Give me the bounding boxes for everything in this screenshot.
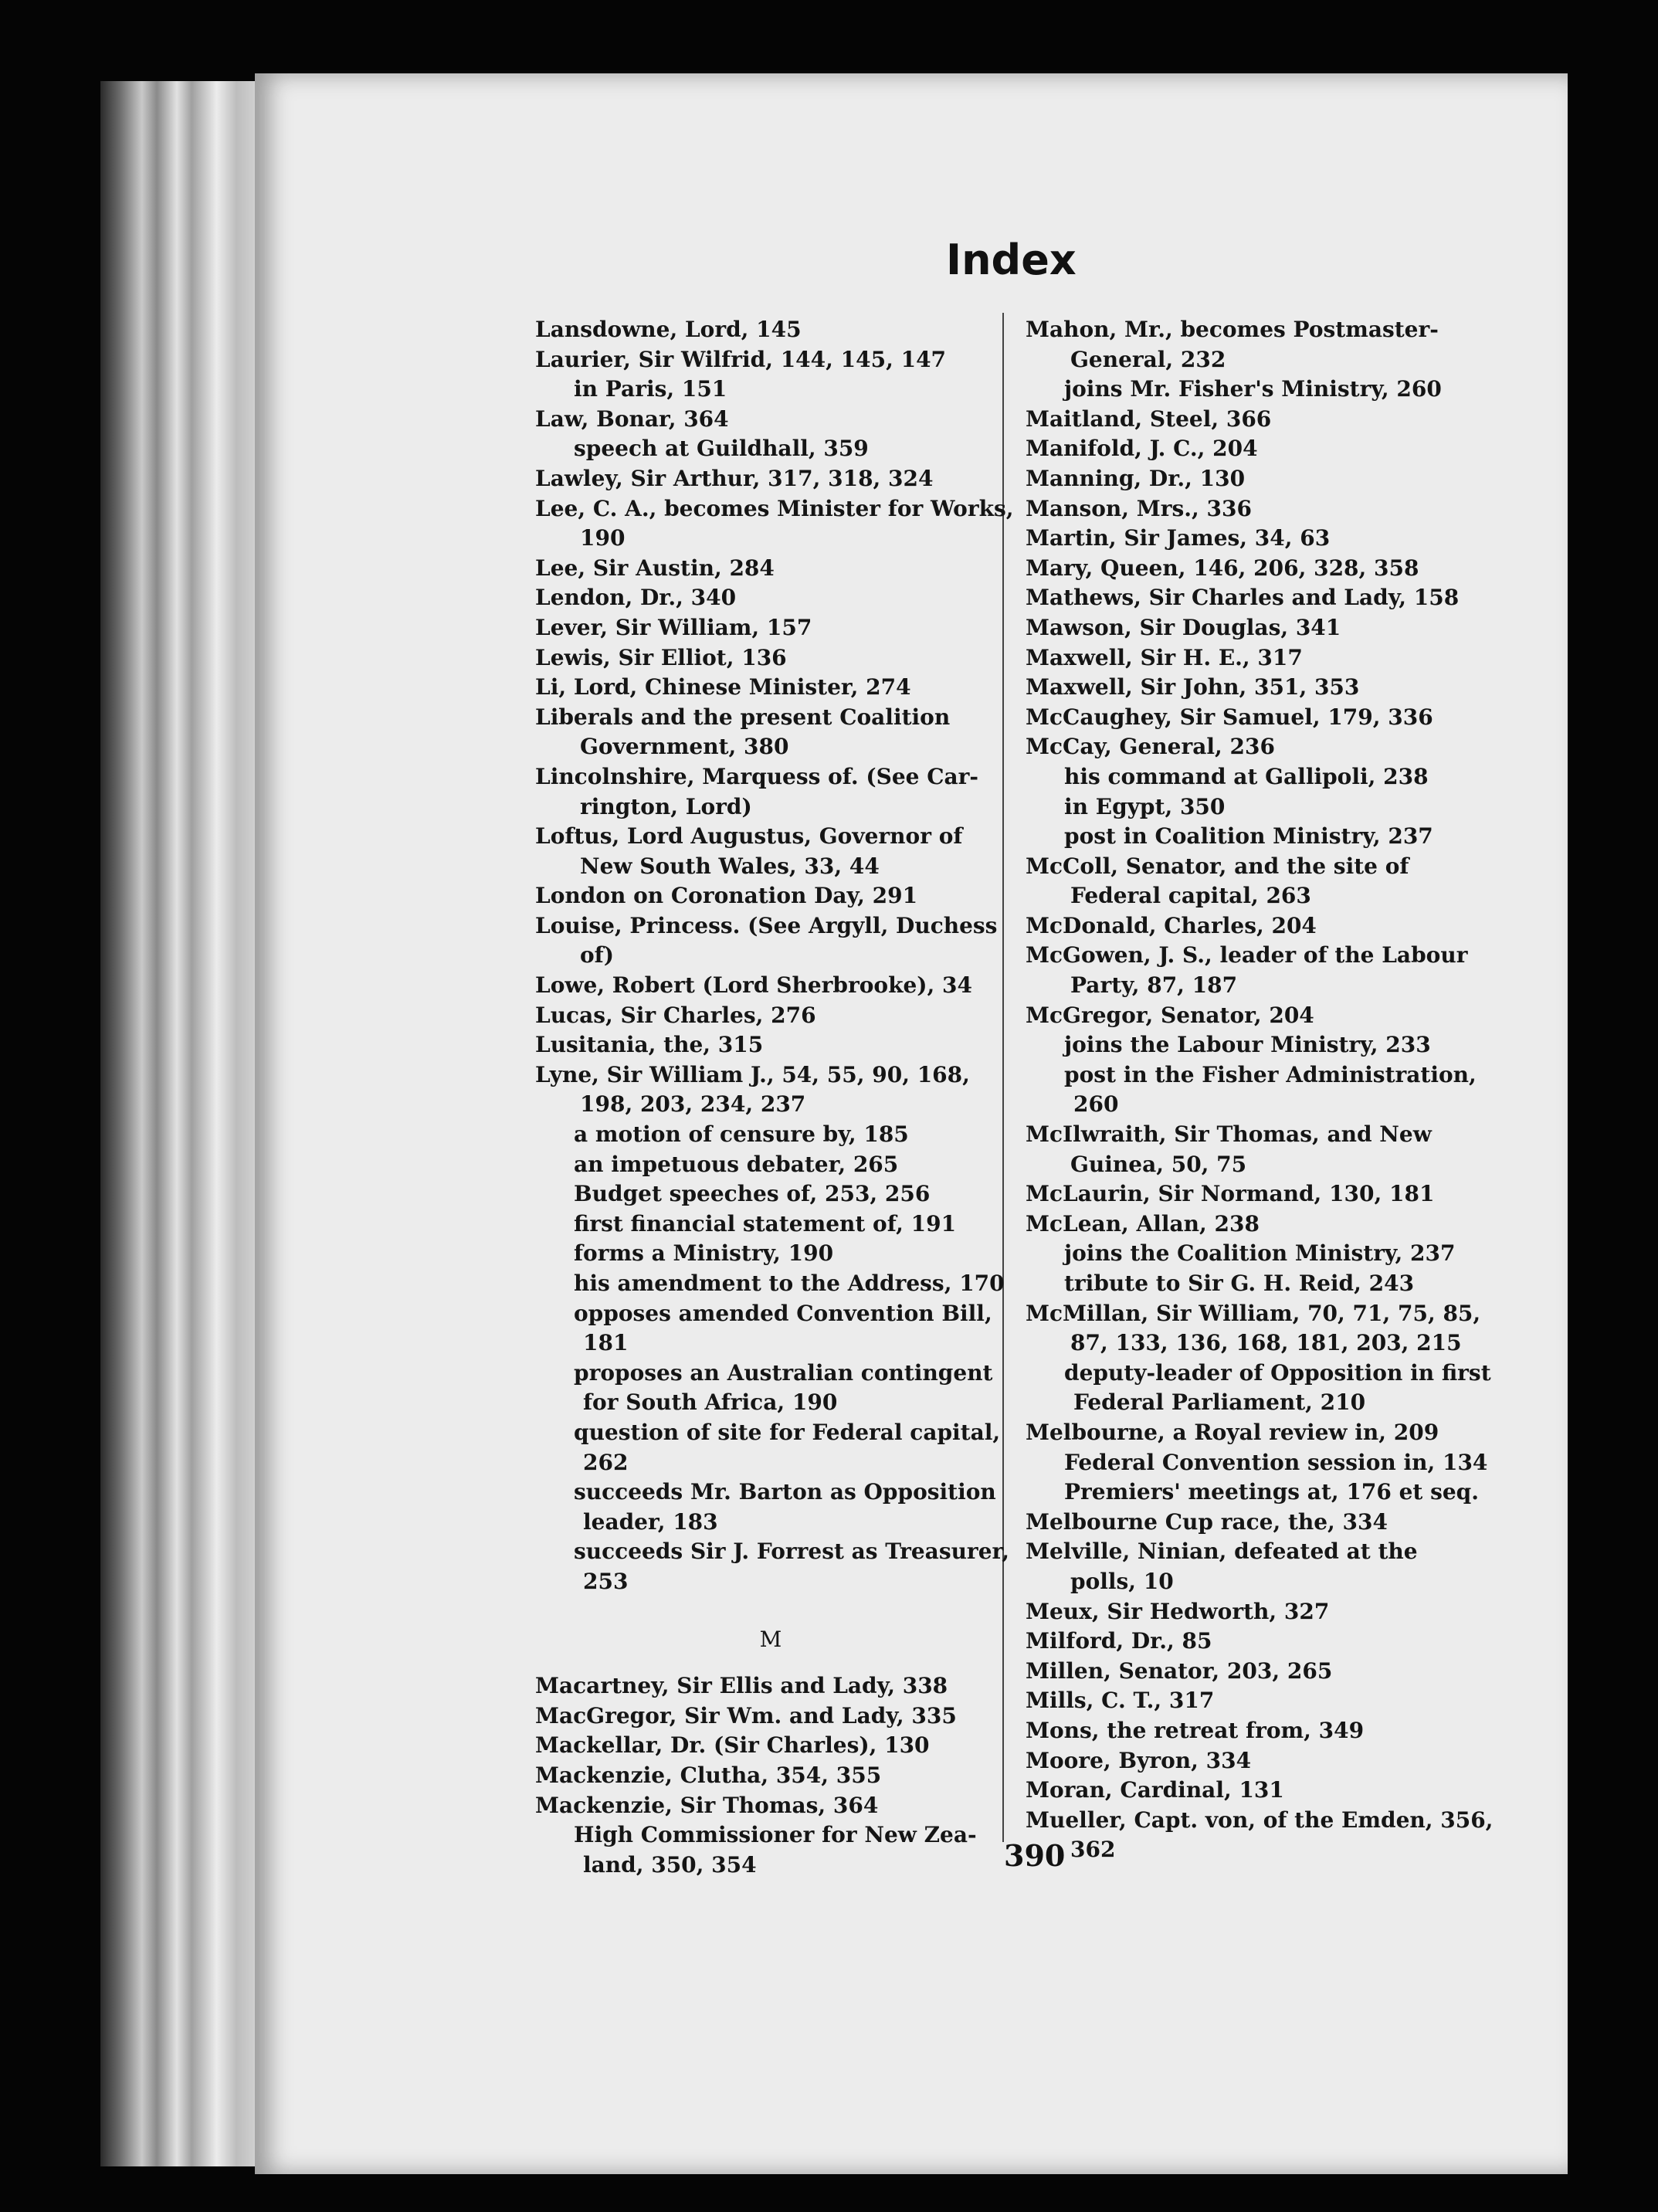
entry-continuation: 262	[583, 1449, 629, 1475]
index-entry	[1026, 1627, 1493, 1657]
index-entry	[1026, 941, 1493, 1000]
entry-text: Mawson, Sir Douglas, 341	[1026, 614, 1341, 640]
entry-text: in Egypt, 350	[1064, 793, 1226, 819]
index-entry	[535, 673, 1006, 703]
index-subentry	[1026, 1269, 1493, 1299]
entry-text: Liberals and the present Coalition	[535, 704, 951, 730]
entry-text: McMillan, Sir William, 70, 71, 75, 85,	[1026, 1300, 1481, 1326]
entry-continuation: Government, 380	[580, 734, 789, 760]
index-entry	[535, 762, 1006, 822]
entry-text: McLean, Allan, 238	[1026, 1210, 1260, 1237]
index-entry	[535, 643, 1006, 673]
entry-text: Martin, Sir James, 34, 63	[1026, 525, 1331, 551]
entry-text: Mary, Queen, 146, 206, 328, 358	[1026, 555, 1419, 581]
entry-continuation: 260	[1073, 1091, 1119, 1118]
entry-text: question of site for Federal capital,	[574, 1419, 1001, 1445]
index-entries-m-continued	[1026, 315, 1493, 1865]
entry-continuation: 198, 203, 234, 237	[580, 1091, 806, 1118]
entry-text: McDonald, Charles, 204	[1026, 912, 1317, 938]
entry-text: joins Mr. Fisher's Ministry, 260	[1064, 376, 1442, 402]
index-subentry	[535, 1418, 1006, 1477]
entry-text: Lowe, Robert (Lord Sherbrooke), 34	[535, 972, 972, 999]
entry-text: Louise, Princess. (See Argyll, Duchess	[535, 912, 998, 938]
index-entry	[1026, 613, 1493, 643]
index-subentry	[535, 1120, 1006, 1150]
index-subentry	[1026, 1060, 1493, 1120]
index-entry	[535, 405, 1006, 435]
entry-text: Moran, Cardinal, 131	[1026, 1777, 1284, 1803]
entry-text: MacGregor, Sir Wm. and Lady, 335	[535, 1702, 957, 1729]
entry-text: joins the Coalition Ministry, 237	[1064, 1240, 1456, 1267]
entry-text: a motion of censure by, 185	[574, 1121, 909, 1148]
index-entry	[1026, 1746, 1493, 1776]
index-entry	[1026, 1776, 1493, 1806]
index-subentry	[535, 1820, 1006, 1880]
index-subentry	[535, 1537, 1009, 1596]
index-entry	[1026, 1657, 1493, 1687]
index-entry	[535, 1671, 1006, 1701]
entry-continuation: polls, 10	[1070, 1568, 1174, 1594]
index-entry	[1026, 583, 1493, 613]
index-entry	[535, 1001, 1006, 1031]
index-entry	[1026, 434, 1493, 464]
entry-continuation: New South Wales, 33, 44	[580, 853, 880, 879]
entry-continuation: Party, 87, 187	[1070, 972, 1238, 999]
entry-text: Lucas, Sir Charles, 276	[535, 1002, 816, 1028]
entry-text: McGowen, J. S., leader of the Labour	[1026, 942, 1468, 969]
index-entry	[535, 703, 1006, 762]
entry-text: Mathews, Sir Charles and Lady, 158	[1026, 585, 1460, 611]
entry-continuation: 253	[583, 1568, 629, 1594]
entry-text: Lever, Sir William, 157	[535, 614, 812, 640]
entry-text: McColl, Senator, and the site of	[1026, 853, 1409, 879]
index-entry	[1026, 554, 1493, 584]
entry-text: an impetuous debater, 265	[574, 1151, 899, 1177]
index-entry	[1026, 1806, 1493, 1865]
index-subentry	[535, 375, 1006, 405]
index-entry	[1026, 315, 1493, 375]
entry-text: Laurier, Sir Wilfrid, 144, 145, 147	[535, 346, 947, 372]
index-entry	[535, 1030, 1006, 1060]
index-entry	[1026, 1179, 1493, 1209]
index-entry	[1026, 1716, 1493, 1746]
index-subentry	[535, 1359, 1006, 1418]
entry-text: Melbourne Cup race, the, 334	[1026, 1508, 1388, 1535]
index-entry	[535, 345, 1006, 375]
index-entry	[535, 1060, 1006, 1120]
index-subentry	[535, 1477, 1006, 1537]
entry-text: Law, Bonar, 364	[535, 405, 729, 432]
page-number: 390	[1004, 1838, 1066, 1873]
index-entry	[1026, 1537, 1493, 1596]
entry-continuation: land, 350, 354	[583, 1851, 757, 1878]
index-entries-m	[535, 1671, 1006, 1880]
entry-text: first financial statement of, 191	[574, 1210, 957, 1237]
entry-text: Lee, C. A., becomes Minister for Works,	[535, 495, 1014, 521]
index-entry	[535, 881, 1006, 911]
index-subentry	[1026, 762, 1493, 792]
entry-text: Loftus, Lord Augustus, Governor of	[535, 823, 963, 850]
entry-text: McLaurin, Sir Normand, 130, 181	[1026, 1181, 1435, 1207]
index-entry	[1026, 1001, 1493, 1031]
entry-text: McCay, General, 236	[1026, 734, 1275, 760]
index-entry	[1026, 1120, 1493, 1179]
entry-continuation: Federal Parliament, 210	[1073, 1389, 1366, 1416]
index-subentry	[535, 1209, 1006, 1240]
entry-text: Manifold, J. C., 204	[1026, 436, 1258, 462]
entry-continuation: Guinea, 50, 75	[1070, 1151, 1247, 1177]
entry-text: Mackellar, Dr. (Sir Charles), 130	[535, 1732, 930, 1759]
entry-text: deputy-leader of Opposition in first	[1064, 1359, 1491, 1386]
entry-text: McGregor, Senator, 204	[1026, 1002, 1314, 1028]
entry-text: Moore, Byron, 334	[1026, 1747, 1252, 1773]
index-subentry	[1026, 1239, 1493, 1269]
index-subentry	[535, 1179, 1006, 1209]
entry-text: Premiers' meetings at, 176 et seq.	[1064, 1479, 1479, 1505]
entry-text: Melbourne, a Royal review in, 209	[1026, 1419, 1439, 1445]
entry-text: post in Coalition Ministry, 237	[1064, 823, 1433, 850]
entry-continuation: General, 232	[1070, 346, 1226, 372]
entry-text: speech at Guildhall, 359	[574, 436, 869, 462]
entry-text: Macartney, Sir Ellis and Lady, 338	[535, 1673, 948, 1699]
entry-text: Lendon, Dr., 340	[535, 585, 737, 611]
index-entry	[1026, 1597, 1493, 1627]
index-entry	[535, 1791, 1006, 1821]
index-entry	[1026, 524, 1493, 554]
entry-text: post in the Fisher Administration,	[1064, 1061, 1477, 1087]
index-subentry	[1026, 1477, 1493, 1508]
entry-text: McCaughey, Sir Samuel, 179, 336	[1026, 704, 1433, 730]
entry-text: Mahon, Mr., becomes Postmaster-	[1026, 317, 1439, 342]
entry-text: succeeds Mr. Barton as Opposition	[574, 1479, 996, 1505]
index-subentry	[1026, 375, 1493, 405]
entry-continuation: 181	[583, 1330, 629, 1356]
index-subentry	[535, 1299, 1006, 1359]
entry-text: Mackenzie, Sir Thomas, 364	[535, 1792, 879, 1818]
index-column-left	[535, 315, 1014, 1880]
entry-continuation: Federal capital, 263	[1070, 883, 1311, 909]
entry-continuation: for South Africa, 190	[583, 1389, 838, 1416]
entry-text: Lewis, Sir Elliot, 136	[535, 644, 787, 670]
entry-text: Lawley, Sir Arthur, 317, 318, 324	[535, 465, 934, 491]
index-entry	[535, 315, 1006, 345]
entry-text: Mills, C. T., 317	[1026, 1688, 1215, 1714]
index-subentry	[535, 1150, 1006, 1180]
index-entries-l	[535, 315, 1014, 1597]
index-subentry	[1026, 1030, 1493, 1060]
index-entry	[1026, 405, 1493, 435]
entry-text: London on Coronation Day, 291	[535, 883, 918, 909]
entry-text: Milford, Dr., 85	[1026, 1628, 1212, 1654]
entry-text: forms a Ministry, 190	[574, 1240, 834, 1267]
index-entry	[1026, 464, 1493, 494]
index-entry	[1026, 1209, 1493, 1240]
entry-continuation: leader, 183	[583, 1508, 718, 1535]
entry-text: his amendment to the Address, 170	[574, 1271, 1005, 1296]
entry-text: Lincolnshire, Marquess of. (See Car-	[535, 763, 978, 789]
index-subentry	[1026, 1359, 1493, 1418]
entry-text: Mons, the retreat from, 349	[1026, 1717, 1365, 1743]
index-entry	[535, 911, 1006, 971]
entry-text: Mueller, Capt. von, of the Emden, 356,	[1026, 1807, 1494, 1833]
index-entry	[535, 464, 1006, 494]
index-entry	[1026, 703, 1493, 733]
entry-text: Manning, Dr., 130	[1026, 465, 1246, 491]
index-column-right	[1026, 315, 1493, 1865]
index-subentry	[535, 1269, 1006, 1299]
entry-continuation: 190	[580, 525, 626, 551]
index-entry	[1026, 911, 1493, 941]
index-entry	[535, 583, 1006, 613]
entry-text: Manson, Mrs., 336	[1026, 495, 1252, 521]
book-page-edges	[100, 81, 266, 2166]
index-entry	[535, 1701, 1006, 1732]
index-entry	[1026, 852, 1493, 911]
entry-text: McIlwraith, Sir Thomas, and New	[1026, 1121, 1432, 1148]
index-entry	[535, 1761, 1006, 1791]
entry-continuation: rington, Lord)	[580, 793, 752, 819]
entry-text: Meux, Sir Hedworth, 327	[1026, 1598, 1330, 1624]
entry-text: Federal Convention session in, 134	[1064, 1449, 1488, 1475]
index-subentry	[1026, 792, 1493, 823]
index-subentry	[535, 434, 1006, 464]
section-letter-heading: M	[759, 1626, 782, 1652]
entry-text: High Commissioner for New Zea-	[574, 1822, 977, 1848]
index-entry	[535, 554, 1006, 584]
index-entry	[1026, 643, 1493, 673]
page-title: Index	[946, 236, 1077, 284]
index-entry	[1026, 732, 1493, 762]
entry-text: Lusitania, the, 315	[535, 1032, 764, 1058]
index-entry	[535, 613, 1006, 643]
entry-continuation: of)	[580, 942, 614, 969]
index-entry	[535, 494, 1014, 554]
entry-text: Maitland, Steel, 366	[1026, 405, 1272, 432]
entry-text: opposes amended Convention Bill,	[574, 1300, 992, 1326]
index-subentry	[535, 1239, 1006, 1269]
entry-continuation: 87, 133, 136, 168, 181, 203, 215	[1070, 1330, 1462, 1356]
entry-text: Mackenzie, Clutha, 354, 355	[535, 1762, 882, 1788]
index-entry	[535, 971, 1006, 1001]
entry-text: Lyne, Sir William J., 54, 55, 90, 168,	[535, 1061, 970, 1087]
entry-text: Millen, Senator, 203, 265	[1026, 1657, 1333, 1684]
index-entry	[1026, 494, 1493, 524]
entry-text: his command at Gallipoli, 238	[1064, 763, 1429, 789]
index-entry	[535, 1731, 1006, 1761]
entry-text: Maxwell, Sir John, 351, 353	[1026, 674, 1360, 701]
entry-text: Budget speeches of, 253, 256	[574, 1181, 931, 1207]
index-subentry	[1026, 822, 1493, 852]
entry-text: succeeds Sir J. Forrest as Treasurer,	[574, 1539, 1009, 1565]
entry-text: tribute to Sir G. H. Reid, 243	[1064, 1271, 1415, 1296]
index-entry	[1026, 1508, 1493, 1538]
index-subentry	[1026, 1448, 1493, 1478]
entry-text: proposes an Australian contingent	[574, 1359, 993, 1386]
index-entry	[1026, 1418, 1493, 1448]
entry-text: Maxwell, Sir H. E., 317	[1026, 644, 1303, 670]
index-entry	[1026, 1686, 1493, 1716]
index-entry	[535, 822, 1006, 881]
entry-text: Melville, Ninian, defeated at the	[1026, 1539, 1418, 1565]
entry-text: Li, Lord, Chinese Minister, 274	[535, 674, 911, 701]
entry-text: in Paris, 151	[574, 376, 727, 402]
index-entry	[1026, 1299, 1493, 1359]
entry-continuation: 362	[1070, 1837, 1116, 1863]
entry-text: Lee, Sir Austin, 284	[535, 555, 775, 581]
entry-text: Lansdowne, Lord, 145	[535, 317, 802, 342]
entry-text: joins the Labour Ministry, 233	[1064, 1032, 1431, 1058]
index-entry	[1026, 673, 1493, 703]
